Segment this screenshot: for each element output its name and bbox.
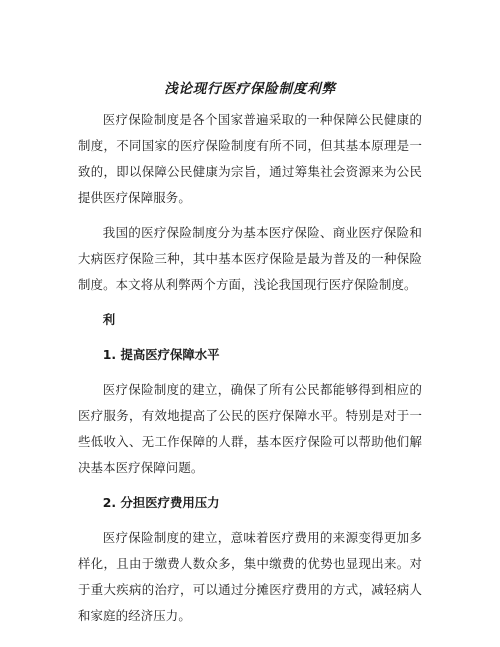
point2-heading-block xyxy=(78,490,422,516)
scope-paragraph: 我国的医疗保险制度分为基本医疗保险、商业医疗保险和大病医疗保险三种，其中基本医疗保险是最为普及的一种保险制度。本文将从利弊两个方面，浅论我国现行医疗保险制度。 xyxy=(78,225,422,292)
section-heading-block xyxy=(78,307,422,333)
section-heading-advantages: 利 xyxy=(102,312,116,327)
point1-block xyxy=(78,377,422,481)
intro-block xyxy=(78,107,422,211)
point1-heading: 1. 提高医疗保障水平 xyxy=(102,347,220,362)
point2-heading: 2. 分担医疗费用压力 xyxy=(102,495,220,510)
point1-paragraph: 医疗保险制度的建立，确保了所有公民都能够得到相应的医疗服务，有效地提高了公民的医疗保障水平。特别是对于一些低收入、无工作保障的人群，基本医疗保险可以帮助他们解决基本医疗保障问题。 xyxy=(78,382,422,475)
document-title: 浅论现行医疗保险制度利弊 xyxy=(164,81,336,97)
point1-heading-block xyxy=(78,342,422,368)
point2-paragraph: 医疗保险制度的建立，意味着医疗费用的来源变得更加多样化，且由于缴费人数众多，集中缴费的优势也显现出来。对于重大疾病的治疗，可以通过分摊医疗费用的方式，减轻病人和家庭的经济压力。 xyxy=(78,530,422,623)
intro-paragraph: 医疗保险制度是各个国家普遍采取的一种保障公民健康的制度，不同国家的医疗保险制度有所不同，但其基本原理是一致的，即以保障公民健康为宗旨，通过筹集社会资源来为公民提供医疗保障服务。 xyxy=(78,112,422,205)
scope-block xyxy=(78,220,422,298)
point2-block xyxy=(78,525,422,629)
